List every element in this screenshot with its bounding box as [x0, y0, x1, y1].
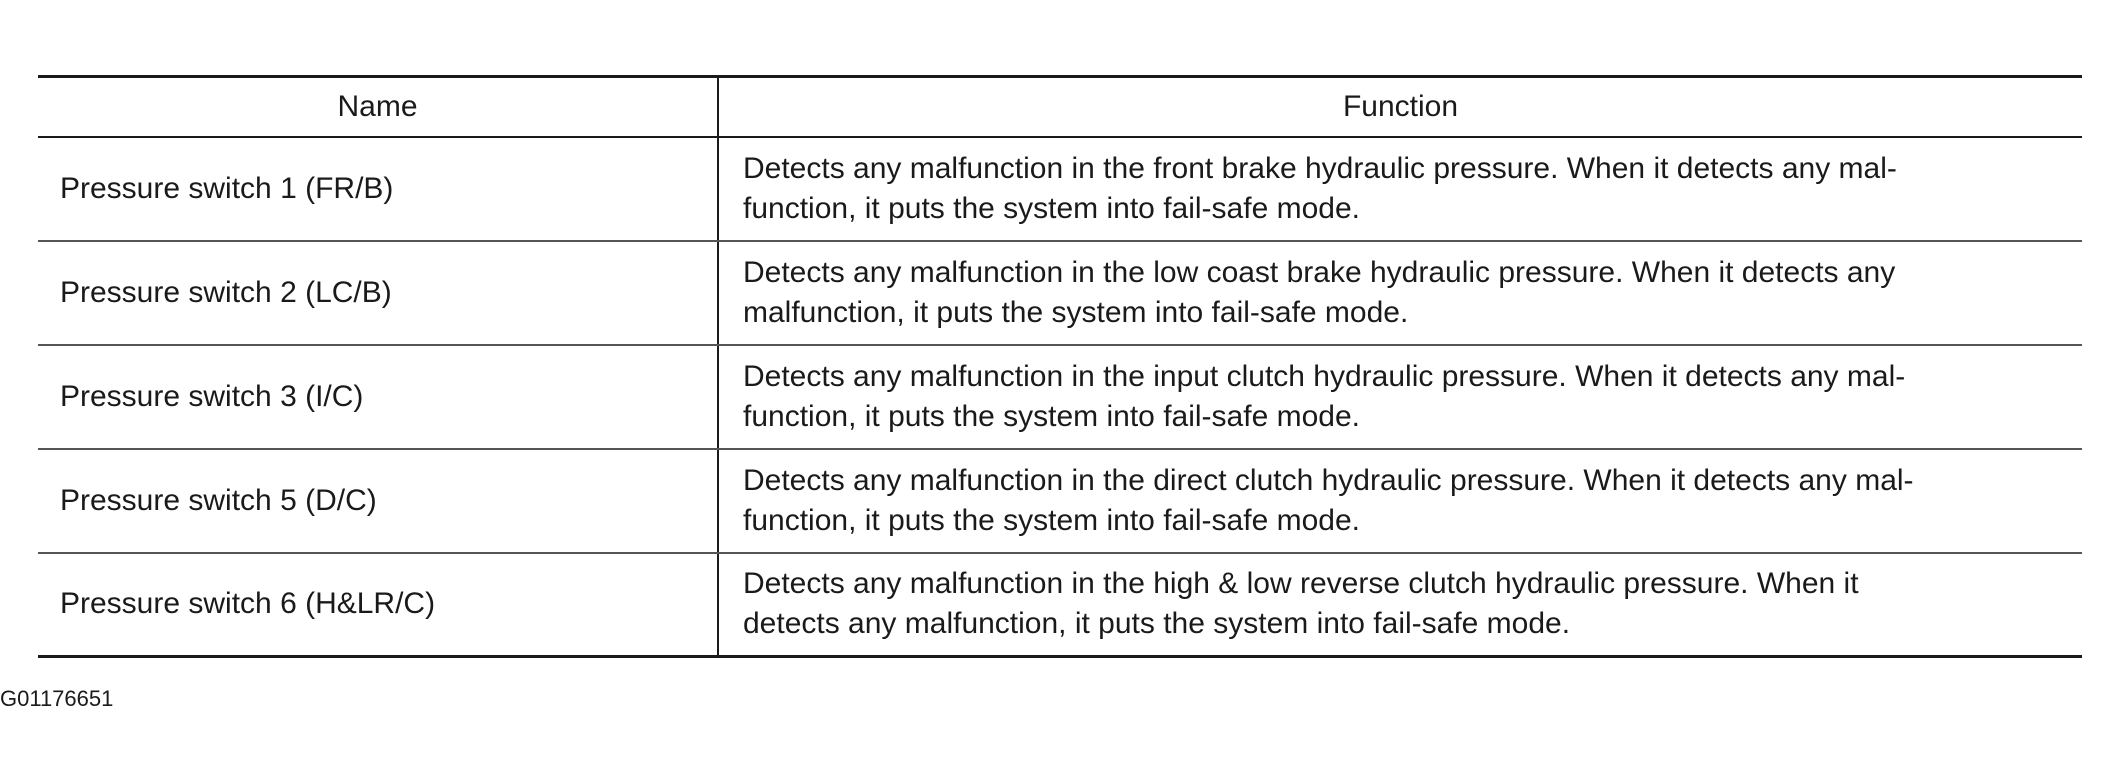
- row-function-cell: [718, 241, 2082, 345]
- table-row: [38, 137, 2082, 241]
- table-row: [38, 449, 2082, 553]
- row-function-text: Detects any malfunction in the front brake hydraulic pressure. When it detects any mal- function, it puts the system into fail-safe mode.: [743, 151, 1897, 225]
- table-row: [38, 345, 2082, 449]
- row-function-text: Detects any malfunction in the direct clutch hydraulic pressure. When it detects any mal- function, it puts the system into fail-safe mode.: [743, 463, 1914, 537]
- row-name-cell: Pressure switch 2 (LC/B): [38, 241, 718, 345]
- row-name-cell: Pressure switch 5 (D/C): [38, 449, 718, 553]
- table-row: [38, 241, 2082, 345]
- row-function-cell: [718, 449, 2082, 553]
- table-header-row: [38, 77, 2082, 137]
- row-function-text: Detects any malfunction in the input clutch hydraulic pressure. When it detects any mal- function, it puts the system into fail-safe mode.: [743, 359, 1906, 433]
- row-function-cell: [718, 553, 2082, 657]
- row-function-cell: [718, 137, 2082, 241]
- row-function-text: Detects any malfunction in the high & low reverse clutch hydraulic pressure. When it detects any malfunction, it puts the system into fail-safe mode.: [743, 567, 1859, 641]
- row-function-cell: [718, 345, 2082, 449]
- row-function-text: Detects any malfunction in the low coast brake hydraulic pressure. When it detects any malfunction, it puts the system into fail-safe mode.: [743, 255, 1896, 329]
- row-name-cell: Pressure switch 6 (H&LR/C): [38, 553, 718, 657]
- figure-id: G01176651: [0, 686, 114, 711]
- table-row: [38, 553, 2082, 657]
- column-header-name: Name: [38, 77, 718, 137]
- column-header-function: Function: [718, 77, 2082, 137]
- pressure-switch-table: [38, 75, 2082, 658]
- row-name-cell: Pressure switch 3 (I/C): [38, 345, 718, 449]
- row-name-cell: Pressure switch 1 (FR/B): [38, 137, 718, 241]
